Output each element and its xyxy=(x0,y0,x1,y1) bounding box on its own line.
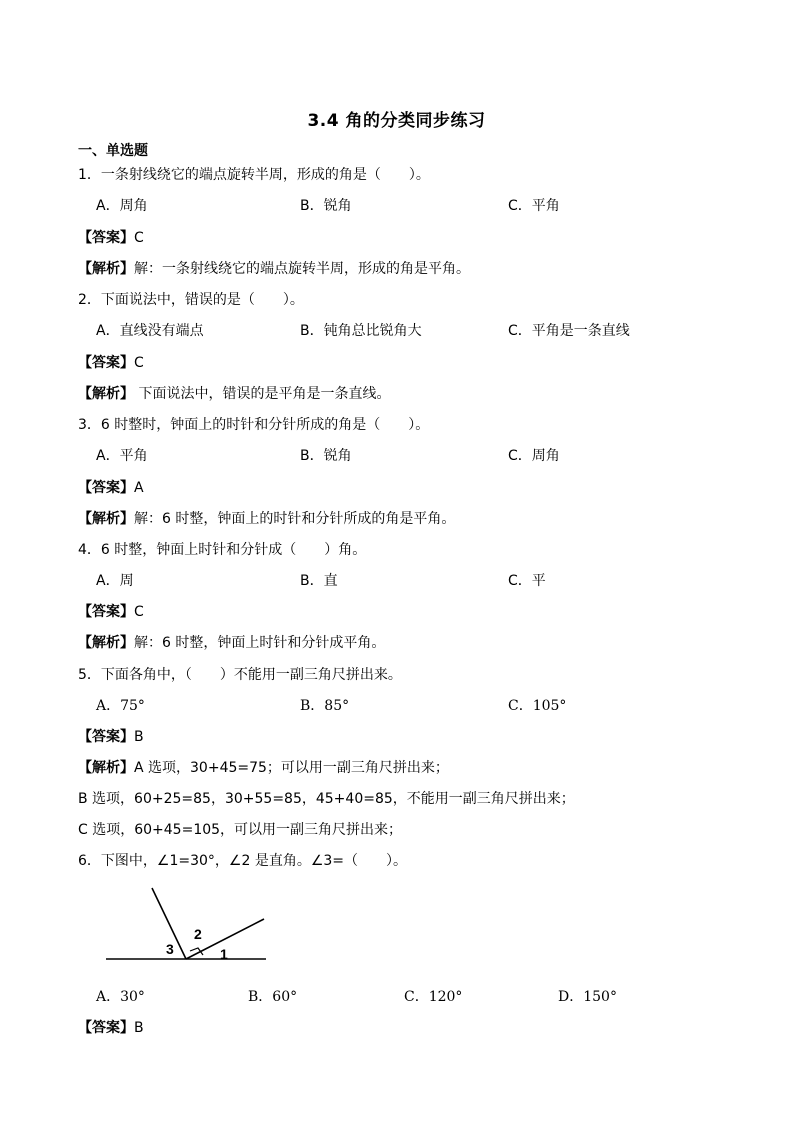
analysis-tag: 【解析】 xyxy=(78,386,134,402)
question-2-answer xyxy=(78,354,144,372)
question-2-option-c: C．平角是一条直线 xyxy=(508,323,630,339)
question-1-option-c: C．平角 xyxy=(508,198,560,214)
question-3-answer xyxy=(78,479,144,497)
question-2-analysis xyxy=(78,385,390,403)
question-6-stem: 6．下图中，∠1=30°，∠2 是直角。∠3=（ ）。 xyxy=(78,853,408,869)
question-3-stem: 3．6 时整时，钟面上的时针和分针所成的角是（ ）。 xyxy=(78,417,430,433)
question-5-analysis-line-2: B 选项，60+25=85，30+55=85，45+40=85，不能用一副三角尺拼出来； xyxy=(78,791,575,807)
question-4-analysis xyxy=(78,634,385,652)
question-5-stem: 5．下面各角中，（ ）不能用一副三角尺拼出来。 xyxy=(78,667,402,683)
page-title: 3.4 角的分类同步练习 xyxy=(307,111,486,131)
question-2-option-b: B．钝角总比锐角大 xyxy=(300,323,422,339)
analysis-text: A 选项，30+45=75；可以用一副三角尺拼出来； xyxy=(134,760,449,776)
question-6-option-b: B．60° xyxy=(248,989,298,1005)
answer-tag: 【答案】 xyxy=(78,729,134,745)
question-3-analysis xyxy=(78,510,455,528)
analysis-tag: 【解析】 xyxy=(78,261,134,277)
question-1-analysis xyxy=(78,260,470,278)
answer-value: C xyxy=(134,230,144,246)
question-6-option-d: D．150° xyxy=(558,989,617,1005)
question-3-option-c: C．周角 xyxy=(508,448,560,464)
question-5-option-c: C．105° xyxy=(508,698,567,714)
answer-value: B xyxy=(134,729,144,745)
question-3-option-a: A．平角 xyxy=(96,448,148,464)
analysis-tag: 【解析】 xyxy=(78,760,134,776)
question-5-analysis xyxy=(78,759,449,777)
question-1-stem: 1．一条射线绕它的端点旋转半周，形成的角是（ ）。 xyxy=(78,167,430,183)
answer-value: A xyxy=(134,480,144,496)
analysis-text: 解：6 时整，钟面上的时针和分针所成的角是平角。 xyxy=(134,511,456,527)
question-4-option-b: B．直 xyxy=(300,573,338,589)
question-1-option-b: B．锐角 xyxy=(300,198,352,214)
analysis-tag: 【解析】 xyxy=(78,635,134,651)
question-6-answer xyxy=(78,1019,144,1037)
answer-tag: 【答案】 xyxy=(78,480,134,496)
question-1-answer xyxy=(78,229,144,247)
analysis-tag: 【解析】 xyxy=(78,511,134,527)
question-2-stem: 2．下面说法中，错误的是（ ）。 xyxy=(78,292,304,308)
answer-value: B xyxy=(134,1020,144,1036)
analysis-text: 下面说法中，错误的是平角是一条直线。 xyxy=(134,386,391,402)
answer-value: C xyxy=(134,355,144,371)
answer-value: C xyxy=(134,604,144,620)
question-6-option-a: A．30° xyxy=(96,989,145,1005)
question-2-option-a: A．直线没有端点 xyxy=(96,323,204,339)
question-4-option-a: A．周 xyxy=(96,573,134,589)
answer-tag: 【答案】 xyxy=(78,230,134,246)
question-1-option-a: A．周角 xyxy=(96,198,148,214)
analysis-text: 解：6 时整，钟面上时针和分针成平角。 xyxy=(134,635,386,651)
question-3-option-b: B．锐角 xyxy=(300,448,352,464)
question-6-option-c: C．120° xyxy=(404,989,463,1005)
question-5-option-a: A．75° xyxy=(96,698,145,714)
angle-label-3: 3 xyxy=(166,941,174,957)
section-heading: 一、单选题 xyxy=(78,143,148,159)
angle-figure xyxy=(100,882,280,972)
question-5-answer xyxy=(78,728,144,746)
answer-tag: 【答案】 xyxy=(78,355,134,371)
question-4-stem: 4．6 时整，钟面上时针和分针成（ ）角。 xyxy=(78,542,367,558)
answer-tag: 【答案】 xyxy=(78,1020,134,1036)
question-4-option-c: C．平 xyxy=(508,573,546,589)
question-5-analysis-line-3: C 选项，60+45=105，可以用一副三角尺拼出来； xyxy=(78,822,403,838)
question-5-option-b: B．85° xyxy=(300,698,350,714)
answer-tag: 【答案】 xyxy=(78,604,134,620)
analysis-text: 解：一条射线绕它的端点旋转半周，形成的角是平角。 xyxy=(134,261,470,277)
angle-label-1: 1 xyxy=(220,946,228,962)
question-4-answer xyxy=(78,603,144,621)
angle-label-2: 2 xyxy=(194,926,202,942)
